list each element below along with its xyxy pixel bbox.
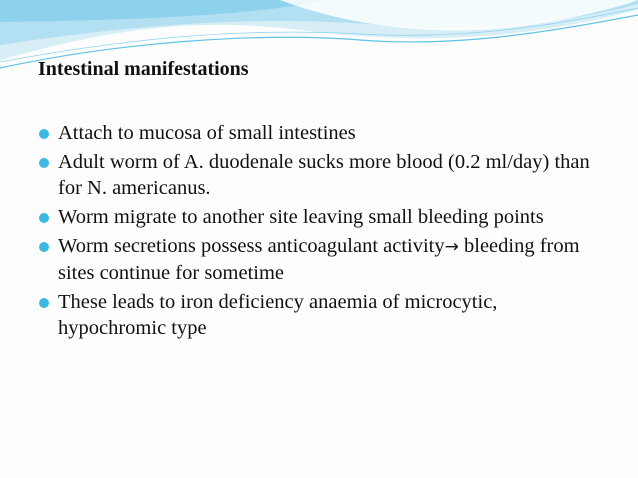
bullet-item [38,204,608,230]
bullet-item [38,233,608,286]
bullet-item [38,120,608,146]
bullet-text: Worm secretions possess anticoagulant activity [58,235,445,257]
bullet-text: These leads to iron deficiency anaemia of microcytic, hypochromic type [58,291,498,339]
bullet-text: Worm migrate to another site leaving small bleeding points [58,206,544,228]
slide-heading: Intestinal manifestations [38,58,249,80]
bullet-item [38,289,608,341]
bullet-text: Adult worm of A. duodenale sucks more blood (0.2 ml/day) than for N. americanus. [58,151,590,199]
bullet-list [38,120,608,344]
bullet-text-continuation: bleeding from sites continue for sometime [58,235,580,284]
right-arrow-icon: → [444,237,459,257]
bullet-text: Attach to mucosa of small intestines [58,122,356,144]
bullet-item [38,149,608,201]
